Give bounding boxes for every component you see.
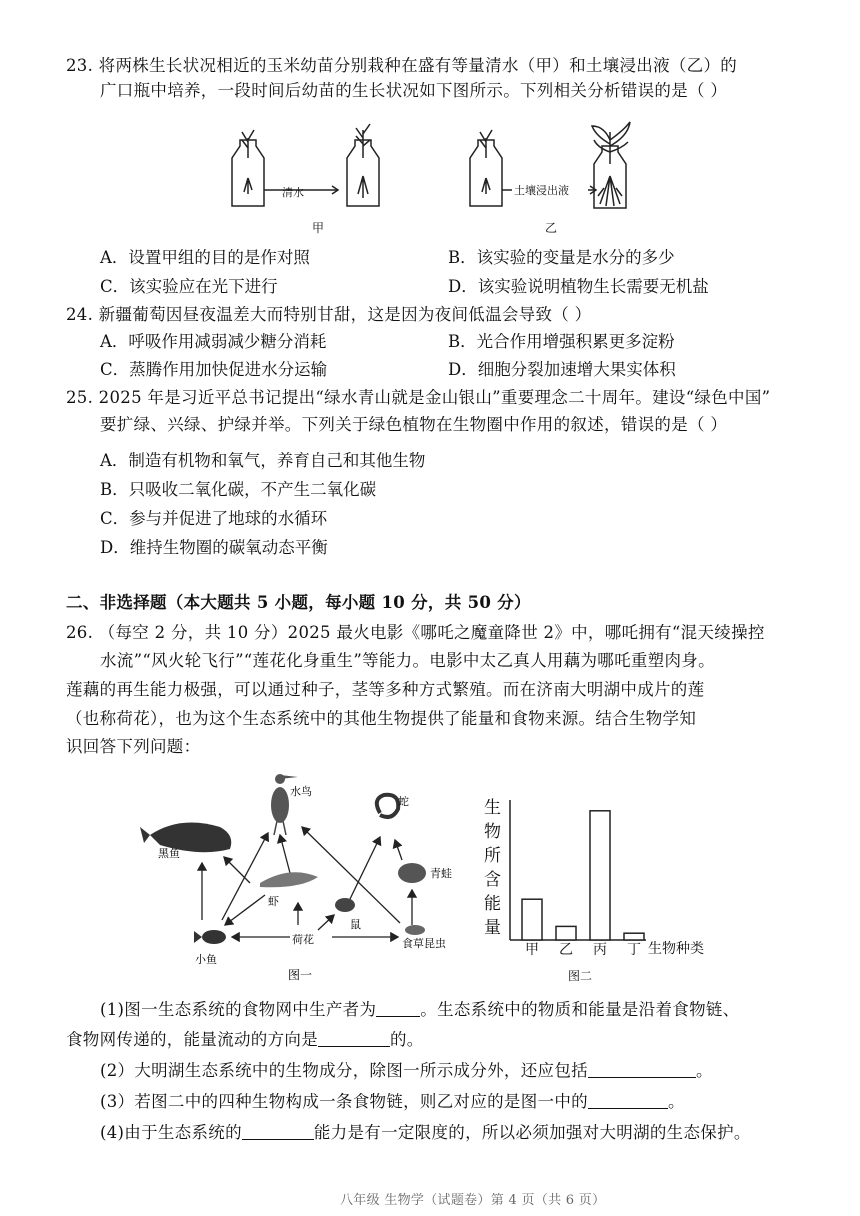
- energy-bar-chart: [478, 795, 728, 990]
- q25-option-b: B．只吸收二氧化碳，不产生二氧化碳: [100, 480, 377, 499]
- q25-stem-line1: 25. 2025 年是习近平总书记提出“绿水青山就是金山银山”重要理念二十周年。建设“绿色中国”: [66, 388, 771, 407]
- y-label-char: 含: [484, 870, 501, 890]
- label-lotus: 荷花: [292, 933, 314, 946]
- q26-sub3: [100, 1091, 685, 1113]
- q25-stem-line2: 要扩绿、兴绿、护绿并举。下列关于绿色植物在生物圈中作用的叙述，错误的是（ ）: [100, 415, 728, 434]
- blackfish-icon: [140, 823, 231, 853]
- label-small-fish: 小鱼: [195, 953, 217, 966]
- q26-sub1-line2: [66, 1029, 424, 1051]
- bar-3: [624, 933, 644, 940]
- q24-option-d: D．细胞分裂加速增大果实体积: [448, 360, 676, 379]
- q26-sub1-text-b: 。生态系统中的物质和能量是沿着食物链、: [420, 1000, 740, 1019]
- category-label-2: 丙: [593, 942, 607, 958]
- y-label-char: 量: [484, 918, 501, 938]
- shrimp-icon: [260, 872, 318, 887]
- q26-para-line1: 26. （每空 2 分，共 10 分）2025 最火电影《哪吒之魔童降世 2》中，哪吒拥有“混天绫操控: [66, 623, 765, 642]
- jar-soil-after: [592, 122, 630, 208]
- label-insect: 食草昆虫: [402, 937, 446, 950]
- bar-0: [522, 899, 542, 940]
- bar-2: [590, 811, 610, 940]
- y-label-char: 生: [484, 798, 501, 818]
- category-label-1: 乙: [559, 942, 573, 958]
- jar-water-after: [347, 124, 379, 206]
- label-frog: 青蛙: [430, 867, 452, 880]
- q24-option-c: C．蒸腾作用加快促进水分运输: [100, 360, 328, 379]
- q23-option-d: D．该实验说明植物生长需要无机盐: [448, 277, 709, 296]
- caption-jia: 甲: [312, 221, 325, 235]
- q26-sub2-text-b: 。: [695, 1061, 713, 1080]
- frog-icon: [398, 863, 426, 883]
- label-mouse: 鼠: [350, 918, 361, 931]
- label-bird: 水鸟: [290, 785, 312, 798]
- q26-sub4: [100, 1122, 751, 1144]
- q25-option-d: D．维持生物圈的碳氧动态平衡: [100, 538, 328, 557]
- answer-blank-4[interactable]: [588, 1092, 668, 1109]
- jar-soil-before: [470, 130, 502, 206]
- q26-para-line3: 莲藕的再生能力极强，可以通过种子，茎等多种方式繁殖。而在济南大明湖中成片的莲: [66, 680, 705, 699]
- q26-sub3-text-a: (3）若图二中的四种生物构成一条食物链，则乙对应的是图一中的: [100, 1092, 588, 1111]
- q26-para-line5: 识回答下列问题：: [66, 737, 201, 756]
- q25-option-a: A．制造有机物和氧气，养育自己和其他生物: [100, 451, 426, 470]
- q23-experiment-figure: [220, 118, 640, 240]
- q26-sub4-text-b: 能力是有一定限度的，所以必须加强对大明湖的生态保护。: [313, 1123, 751, 1142]
- q26-sub1-line1: [100, 999, 739, 1021]
- q25-option-c: C．参与并促进了地球的水循环: [100, 509, 328, 528]
- y-label-char: 物: [484, 822, 501, 842]
- q23-stem-line1: 23. 将两株生长状况相近的玉米幼苗分别栽种在盛有等量清水（甲）和土壤浸出液（乙）的: [66, 56, 738, 75]
- q23-option-b: B．该实验的变量是水分的多少: [448, 248, 675, 267]
- q26-sub1-text-c: 食物网传递的，能量流动的方向是: [66, 1030, 318, 1049]
- q26-sub3-text-b: 。: [667, 1092, 685, 1111]
- label-shrimp: 虾: [268, 895, 279, 908]
- snake-icon: [377, 795, 398, 817]
- q24-stem: 24. 新疆葡萄因昼夜温差大而特别甘甜，这是因为夜间低温会导致（ ）: [66, 305, 592, 324]
- category-label-3: 丁: [627, 942, 641, 958]
- q26-sub1-text-d: 的。: [390, 1030, 424, 1049]
- food-web-figure: [140, 765, 470, 985]
- mouse-icon: [335, 898, 355, 912]
- q26-para-line4: （也称荷花），也为这个生态系统中的其他生物提供了能量和食物来源。结合生物学知: [66, 709, 697, 728]
- small-fish-icon: [194, 930, 226, 944]
- q24-option-a: A．呼吸作用减弱减少糖分消耗: [100, 332, 327, 351]
- heron-icon: [271, 774, 298, 835]
- q24-option-b: B．光合作用增强积累更多淀粉: [448, 332, 675, 351]
- q26-sub2: [100, 1060, 713, 1082]
- water-label: 清水: [282, 186, 304, 199]
- answer-blank-5[interactable]: [242, 1123, 314, 1140]
- insect-icon: [405, 925, 425, 935]
- q23-option-c: C．该实验应在光下进行: [100, 277, 278, 296]
- label-blackfish: 黑鱼: [158, 847, 180, 860]
- q26-sub1-text-a: (1)图一生态系统的食物网中生产者为: [100, 1000, 377, 1019]
- q26-sub4-text-a: (4)由于生态系统的: [100, 1123, 242, 1142]
- y-label-char: 能: [484, 894, 501, 914]
- section-2-heading: 二、非选择题（本大题共 5 小题，每小题 10 分，共 50 分）: [66, 593, 531, 612]
- bar-1: [556, 926, 576, 940]
- category-label-0: 甲: [525, 942, 539, 958]
- y-label-char: 所: [484, 846, 501, 866]
- fig1-caption: 图一: [288, 968, 313, 982]
- q23-option-a: A．设置甲组的目的是作对照: [100, 248, 310, 267]
- jar-water-before: [232, 130, 264, 206]
- label-snake: 蛇: [398, 795, 409, 808]
- x-axis-label: 生物种类: [648, 941, 704, 957]
- caption-yi: 乙: [545, 221, 558, 235]
- answer-blank-2[interactable]: [318, 1030, 390, 1047]
- answer-blank-1[interactable]: [376, 1000, 420, 1017]
- answer-blank-3[interactable]: [588, 1061, 696, 1078]
- q26-sub2-text-a: (2）大明湖生态系统中的生物成分，除图一所示成分外，还应包括: [100, 1061, 588, 1080]
- page-footer: 八年级 生物学（试题卷）第 4 页（共 6 页）: [340, 1193, 606, 1208]
- q26-para-line2: 水流”“风火轮飞行”“莲花化身重生”等能力。电影中太乙真人用藕为哪吒重塑肉身。: [100, 651, 715, 670]
- fig2-caption: 图二: [568, 969, 593, 983]
- soil-extract-label: 土壤浸出液: [514, 184, 569, 197]
- y-axis-label: [484, 798, 501, 938]
- q23-stem-line2: 广口瓶中培养，一段时间后幼苗的生长状况如下图所示。下列相关分析错误的是（ ）: [100, 81, 728, 100]
